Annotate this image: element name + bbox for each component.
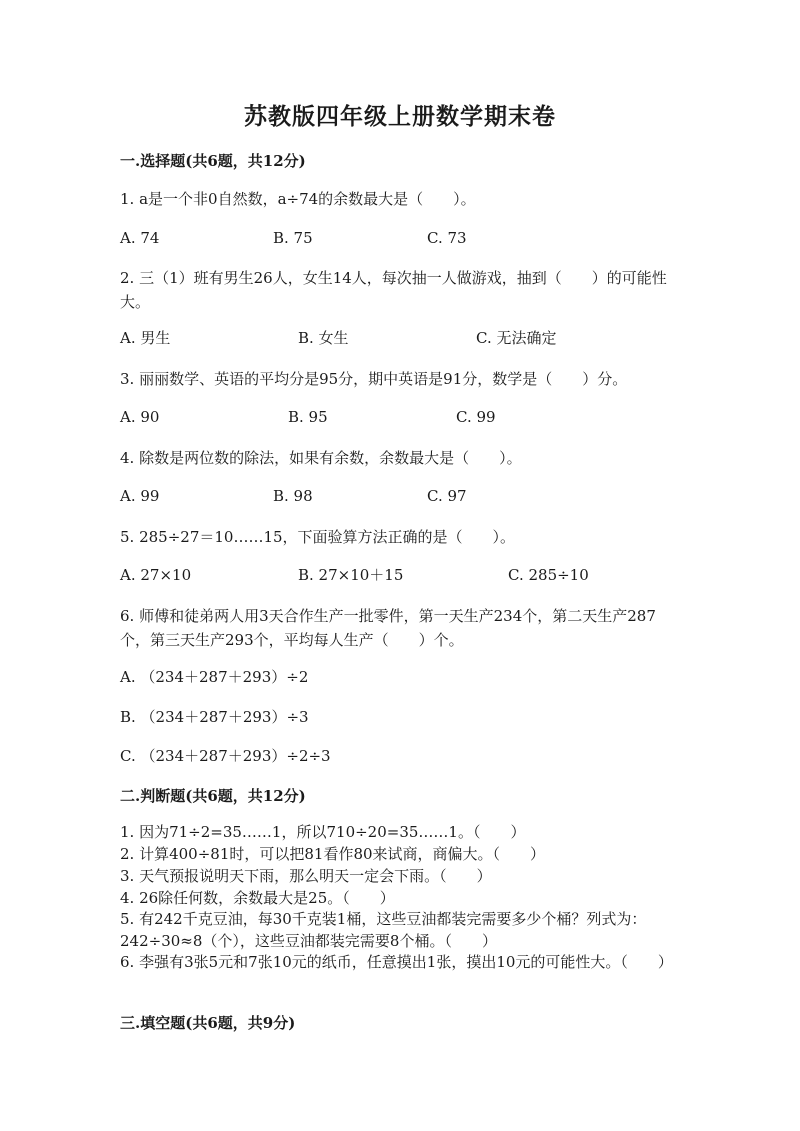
question-3: 3. 丽丽数学、英语的平均分是95分，期中英语是91分，数学是（ ）分。 xyxy=(120,370,628,388)
judge-item-3: 3. 天气预报说明天下雨，那么明天一定会下雨。（ ） xyxy=(120,867,492,885)
judge-item-2: 2. 计算400÷81时，可以把81看作80来试商，商偏大。（ ） xyxy=(120,845,546,863)
judge-item-6: 6. 李强有3张5元和7张10元的纸币，任意摸出1张，摸出10元的可能性大。（ ） xyxy=(120,953,673,971)
option-4a: A. 99 xyxy=(120,487,160,505)
page-title: 苏教版四年级上册数学期末卷 xyxy=(244,103,556,130)
option-3b: B. 95 xyxy=(288,408,328,426)
option-3c: C. 99 xyxy=(456,408,496,426)
option-5b: B. 27×10＋15 xyxy=(298,566,404,584)
question-6: 6. 师傅和徒弟两人用3天合作生产一批零件，第一天生产234个，第二天生产287个，第三天生产293个，平均每人生产（ ）个。 xyxy=(120,607,656,649)
option-6b: B. （234＋287＋293）÷3 xyxy=(120,708,309,726)
option-1a: A. 74 xyxy=(120,229,160,247)
judge-item-1: 1. 因为71÷2=35……1，所以710÷20=35……1。（ ） xyxy=(120,823,526,841)
option-1c: C. 73 xyxy=(427,229,467,247)
question-2: 2. 三（1）班有男生26人，女生14人，每次抽一人做游戏，抽到（ ）的可能性大。 xyxy=(120,269,667,311)
option-2a: A. 男生 xyxy=(120,329,171,347)
judge-item-4: 4. 26除任何数，余数最大是25。（ ） xyxy=(120,889,395,907)
section-heading-fill-blank: 三.填空题(共6题，共9分) xyxy=(120,1014,296,1032)
option-6c: C. （234＋287＋293）÷2÷3 xyxy=(120,747,331,765)
question-1: 1. a是一个非0自然数，a÷74的余数最大是（ ）。 xyxy=(120,190,476,208)
question-5: 5. 285÷27＝10……15，下面验算方法正确的是（ ）。 xyxy=(120,528,516,546)
option-2b: B. 女生 xyxy=(298,329,349,347)
option-1b: B. 75 xyxy=(273,229,313,247)
option-4c: C. 97 xyxy=(427,487,467,505)
option-5c: C. 285÷10 xyxy=(508,566,589,584)
option-5a: A. 27×10 xyxy=(120,566,192,584)
option-2c: C. 无法确定 xyxy=(476,329,557,347)
option-4b: B. 98 xyxy=(273,487,313,505)
section-heading-true-false: 二.判断题(共6题，共12分) xyxy=(120,787,306,805)
option-3a: A. 90 xyxy=(120,408,160,426)
option-6a: A. （234＋287＋293）÷2 xyxy=(120,668,309,686)
question-4: 4. 除数是两位数的除法，如果有余数，余数最大是（ ）。 xyxy=(120,449,522,467)
judge-item-5: 5. 有242千克豆油，每30千克装1桶，这些豆油都装完需要多少个桶？列式为：242÷30≈8（个），这些豆油都装完需要8个桶。（ ） xyxy=(120,910,647,950)
section-heading-choice: 一.选择题(共6题，共12分) xyxy=(120,152,306,170)
